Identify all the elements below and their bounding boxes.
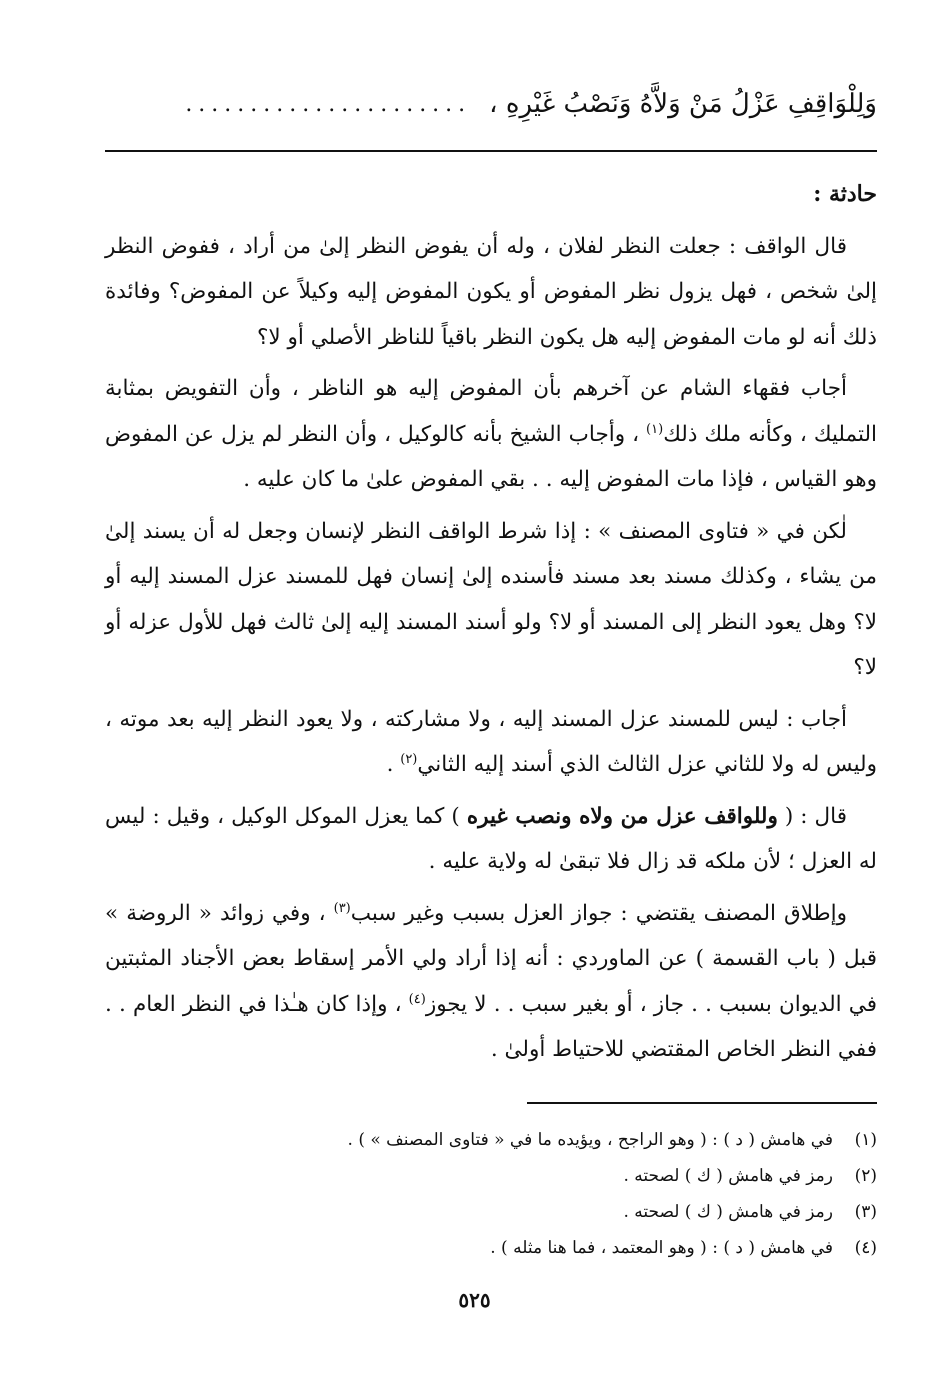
footnote-text: رمز في هامش ( ك ) لصحته . [623, 1202, 833, 1222]
footnote-ref-2[interactable]: (٢) [400, 751, 418, 767]
footnote-1 [105, 1122, 877, 1158]
footnote-3 [105, 1194, 877, 1230]
footnote-4 [105, 1230, 877, 1266]
footnote-number: (١) [854, 1130, 877, 1150]
footnote-ref-1[interactable]: (١) [646, 421, 664, 437]
running-title: وَلِلْوَاقِفِ عَزْلُ مَنْ وَلاَّهُ وَنَصْبُ غَيْرِهِ ، [489, 89, 877, 119]
running-header [72, 80, 877, 128]
footnote-ref-4[interactable]: (٤) [408, 991, 426, 1007]
paragraph-4 [105, 697, 877, 788]
paragraph-2-text-b: ، وأجاب الشيخ بأنه كالوكيل ، وأن النظر لم يزل عن المفوض وهو القياس ، فإذا مات المفوض إليه . . بقي المفوض علىٰ ما كان عليه . [105, 421, 877, 492]
paragraph-1 [105, 224, 877, 361]
paragraph-1-text: قال الواقف : جعلت النظر لفلان ، وله أن يفوض النظر إلىٰ من أراد ، ففوض النظر إلىٰ شخص ، فهل يزول نظر المفوض أو يكون المفوض إليه وكيلاً عن المفوض؟ وفائدة ذلك أنه لو مات المفوض إليه هل يكون النظر باقياً للناظر الأصلي أو لا؟ [105, 233, 877, 350]
paragraph-5 [105, 794, 877, 885]
footnote-2 [105, 1158, 877, 1194]
paragraph-6-text-b: ، وفي زوائد « الروضة » قبل ( باب القسمة ) عن الماوردي : أنه إذا أراد ولي الأمر إسقاط بعض الأجناد المثبتين في الديوان بسبب . . جاز ، أو بغير سبب . . لا يجوز [105, 900, 877, 1017]
page-number: ٥٢٥ [458, 1288, 491, 1312]
footnote-number: (٢) [854, 1166, 877, 1186]
footnote-rule [527, 1102, 877, 1104]
paragraph-3 [105, 509, 877, 691]
matn-quote: وللواقف عزل من ولاه ونصب غيره [466, 803, 778, 829]
footnote-number: (٤) [854, 1238, 877, 1258]
paragraph-2 [105, 366, 877, 503]
footnote-text: رمز في هامش ( ك ) لصحته . [623, 1166, 833, 1186]
paragraph-6-text-a: وإطلاق المصنف يقتضي : جواز العزل بسبب وغير سبب [350, 900, 847, 926]
paragraph-5-text-a: قال : ( [777, 803, 847, 829]
paragraph-2-text-a: أجاب فقهاء الشام عن آخرهم بأن المفوض إليه هو الناظر ، وأن التفويض بمثابة التمليك ، وكأنه ملك ذلك [105, 376, 877, 447]
footnote-number: (٣) [854, 1202, 877, 1222]
paragraph-3-text: لٰكن في « فتاوى المصنف » : إذا شرط الواقف النظر لإنسان وجعل له أن يسند إلىٰ من يشاء ، وكذلك مسند بعد مسند فأسنده إلىٰ إنسان فهل للمسند عزل المسند إليه أو لا؟ وهل يعود النظر إلى المسند أو لا؟ ولو أسند المسند إليه إلىٰ ثالث فهل للأول عزله أو لا؟ [105, 518, 877, 680]
paragraph-6-text-c: ، وإذا كان هـٰذا في النظر العام . . ففي النظر الخاص المقتضي للاحتياط أولىٰ . [105, 991, 877, 1062]
footnote-text: في هامش ( د ) : ( وهو المعتمد ، فما هنا مثله ) . [490, 1238, 833, 1258]
paragraph-5-text-b: ) كما يعزل الموكل الوكيل ، وقيل : ليس له العزل ؛ لأن ملكه قد زال فلا تبقىٰ له ولاية عليه . [105, 803, 877, 874]
footnotes [105, 1122, 877, 1266]
main-text [105, 172, 877, 1079]
paragraph-6 [105, 891, 877, 1073]
footnote-ref-3[interactable]: (٣) [333, 900, 351, 916]
paragraph-4-text-a: أجاب : ليس للمسند عزل المسند إليه ، ولا مشاركته ، ولا يعود النظر إليه بعد موته ، وليس له ولا للثاني عزل الثالث الذي أسند إليه الثاني [105, 706, 877, 777]
section-heading: حادثة : [813, 181, 877, 207]
leader-dots: ...................... [185, 91, 472, 117]
header-rule [105, 150, 877, 152]
paragraph-4-text-b: . [386, 752, 401, 777]
footnote-text: في هامش ( د ) : ( وهو الراجح ، ويؤيده ما في « فتاوى المصنف » ) . [347, 1130, 833, 1150]
